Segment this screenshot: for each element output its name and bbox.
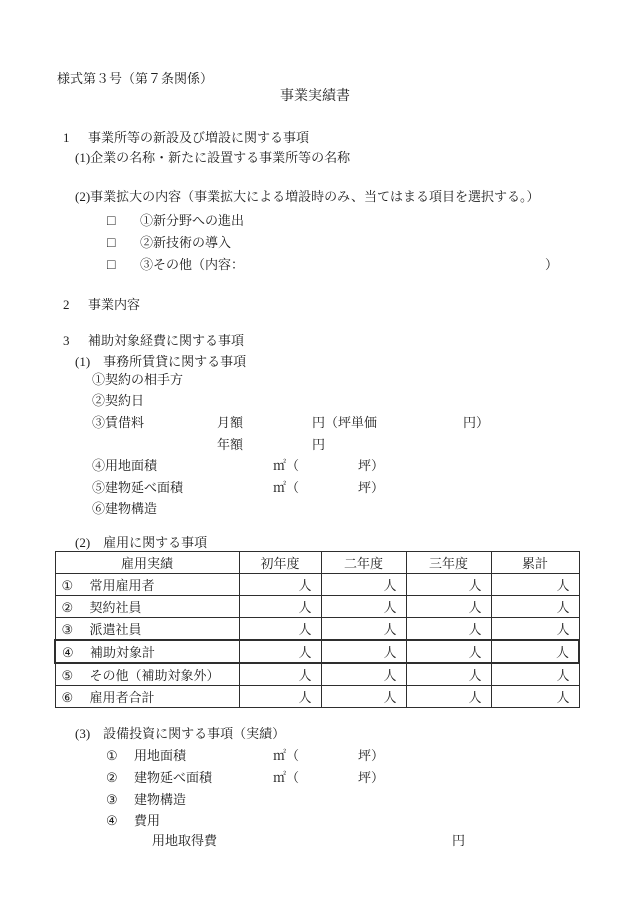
land-area-tsubo: 坪） xyxy=(358,458,385,473)
investment-cost-label: 費用 xyxy=(134,813,161,828)
building-area-tsubo: 坪） xyxy=(358,480,385,495)
count-unit-cell: 人 xyxy=(239,640,321,663)
checkbox-icon[interactable]: □ xyxy=(107,236,116,251)
rent-monthly-label: 月額 xyxy=(217,415,244,430)
count-unit-cell: 人 xyxy=(491,596,579,618)
rent-item-contract-party: ①契約の相手方 xyxy=(92,372,184,387)
row-number: ① xyxy=(61,578,74,593)
rent-item-land-area xyxy=(92,458,385,473)
table-row-total-employees xyxy=(55,686,579,708)
land-area-sqm: ㎡（ xyxy=(273,458,300,473)
row-number: ③ xyxy=(61,622,74,637)
investment-land-area-sqm: ㎡（ xyxy=(273,748,300,763)
section-2-number: 2 xyxy=(63,297,70,312)
section-1-heading xyxy=(63,130,309,145)
rent-item-building-structure: ⑥建物構造 xyxy=(92,501,158,516)
item-number: ① xyxy=(106,748,118,763)
investment-building-area-sqm: ㎡（ xyxy=(273,770,300,785)
table-row-regular-employees xyxy=(55,574,579,596)
rent-yearly-label: 年額 xyxy=(217,437,244,452)
row-label: 常用雇用者 xyxy=(89,578,155,593)
section-3-title: 補助対象経費に関する事項 xyxy=(88,333,245,348)
count-unit-cell: 人 xyxy=(321,663,406,686)
count-unit-cell: 人 xyxy=(491,618,579,641)
count-unit-cell: 人 xyxy=(321,574,406,596)
row-label: 雇用者合計 xyxy=(89,690,155,705)
land-area-label: ④用地面積 xyxy=(92,458,158,473)
investment-building-area-label: 建物延べ面積 xyxy=(134,770,213,785)
investment-building-structure-label: 建物構造 xyxy=(134,792,187,807)
checkbox-option-3-label: ③その他（内容： xyxy=(140,257,245,272)
header-second-year: 二年度 xyxy=(321,552,406,574)
header-third-year: 三年度 xyxy=(406,552,491,574)
item-number: ④ xyxy=(106,813,118,828)
rent-item-building-area xyxy=(92,480,385,495)
checkbox-icon[interactable]: □ xyxy=(107,258,116,273)
count-unit-cell: 人 xyxy=(239,686,321,708)
count-unit-cell: 人 xyxy=(491,640,579,663)
count-unit-cell: 人 xyxy=(491,574,579,596)
investment-land-area-tsubo: 坪） xyxy=(358,748,385,763)
row-number: ② xyxy=(61,600,74,615)
row-number: ⑤ xyxy=(61,668,74,683)
section-3-number: 3 xyxy=(63,333,70,348)
count-unit-cell: 人 xyxy=(239,596,321,618)
rent-monthly-unit: 円（坪単価 xyxy=(312,415,378,430)
count-unit-cell: 人 xyxy=(406,596,491,618)
checkbox-option-3-close-paren: ） xyxy=(545,257,559,272)
item-number: ② xyxy=(106,770,118,785)
row-label: 契約社員 xyxy=(89,600,142,615)
count-unit-cell: 人 xyxy=(406,574,491,596)
item-number: ③ xyxy=(106,792,118,807)
count-unit-cell: 人 xyxy=(491,663,579,686)
row-label: 派遣社員 xyxy=(89,622,142,637)
count-unit-cell: 人 xyxy=(406,686,491,708)
row-label: その他（補助対象外） xyxy=(89,668,220,683)
count-unit-cell: 人 xyxy=(406,640,491,663)
table-row-other-non-target xyxy=(55,663,579,686)
page-title: 事業実績書 xyxy=(280,89,350,104)
rent-heading: (1) 事務所賃貸に関する事項 xyxy=(75,354,247,369)
employment-heading: (2) 雇用に関する事項 xyxy=(75,535,208,550)
rent-monthly-unit-close: 円） xyxy=(463,415,490,430)
building-area-label: ⑤建物延べ面積 xyxy=(92,480,184,495)
row-number: ④ xyxy=(62,645,74,660)
checkbox-option-3 xyxy=(107,257,559,273)
form-number: 様式第３号（第７条関係） xyxy=(57,71,214,86)
employment-table-header-row xyxy=(55,552,579,574)
count-unit-cell: 人 xyxy=(406,663,491,686)
rent-yearly-unit: 円 xyxy=(312,437,326,452)
employment-table xyxy=(54,551,580,708)
section-1-number: 1 xyxy=(63,130,70,145)
count-unit-cell: 人 xyxy=(239,663,321,686)
investment-land-area-label: 用地面積 xyxy=(134,748,187,763)
checkbox-option-2-label: ②新技術の導入 xyxy=(140,235,232,250)
investment-building-area-tsubo: 坪） xyxy=(358,770,385,785)
table-row-dispatched-employees xyxy=(55,618,579,641)
checkbox-option-2 xyxy=(107,235,232,251)
land-acquisition-cost-line xyxy=(152,833,466,848)
header-cumulative: 累計 xyxy=(491,552,579,574)
row-label: 補助対象計 xyxy=(90,645,156,660)
rent-item-yearly xyxy=(217,437,326,452)
investment-item-cost xyxy=(106,813,161,828)
rent-fee-label: ③賃借料 xyxy=(92,415,145,430)
section-1-sub1: (1)企業の名称・新たに設置する事業所等の名称 xyxy=(75,150,351,165)
section-1-sub2: (2)事業拡大の内容（事業拡大による増設時のみ、当てはまる項目を選択する。） xyxy=(75,189,540,204)
section-2-title: 事業内容 xyxy=(88,297,141,312)
count-unit-cell: 人 xyxy=(491,686,579,708)
investment-item-building-area xyxy=(106,770,385,785)
rent-item-contract-date: ②契約日 xyxy=(92,393,145,408)
table-row-subsidy-target-total xyxy=(55,640,579,663)
building-area-sqm: ㎡（ xyxy=(273,480,300,495)
land-acquisition-cost-unit: 円 xyxy=(452,833,466,848)
checkbox-icon[interactable]: □ xyxy=(107,214,116,229)
land-acquisition-cost-label: 用地取得費 xyxy=(152,833,218,848)
investment-item-building-structure xyxy=(106,792,187,807)
investment-item-land-area xyxy=(106,748,385,763)
count-unit-cell: 人 xyxy=(406,618,491,641)
section-1-title: 事業所等の新設及び増設に関する事項 xyxy=(88,130,310,145)
checkbox-option-1 xyxy=(107,213,245,229)
section-2-heading xyxy=(63,297,140,312)
rent-item-rent-fee xyxy=(92,415,490,430)
count-unit-cell: 人 xyxy=(321,618,406,641)
header-employment-results: 雇用実績 xyxy=(55,552,239,574)
investment-heading: (3) 設備投資に関する事項（実績） xyxy=(75,726,286,741)
section-3-heading xyxy=(63,333,244,348)
header-first-year: 初年度 xyxy=(239,552,321,574)
count-unit-cell: 人 xyxy=(239,618,321,641)
checkbox-option-1-label: ①新分野への進出 xyxy=(140,213,245,228)
count-unit-cell: 人 xyxy=(321,640,406,663)
count-unit-cell: 人 xyxy=(321,596,406,618)
row-number: ⑥ xyxy=(61,690,74,705)
table-row-contract-employees xyxy=(55,596,579,618)
count-unit-cell: 人 xyxy=(239,574,321,596)
count-unit-cell: 人 xyxy=(321,686,406,708)
